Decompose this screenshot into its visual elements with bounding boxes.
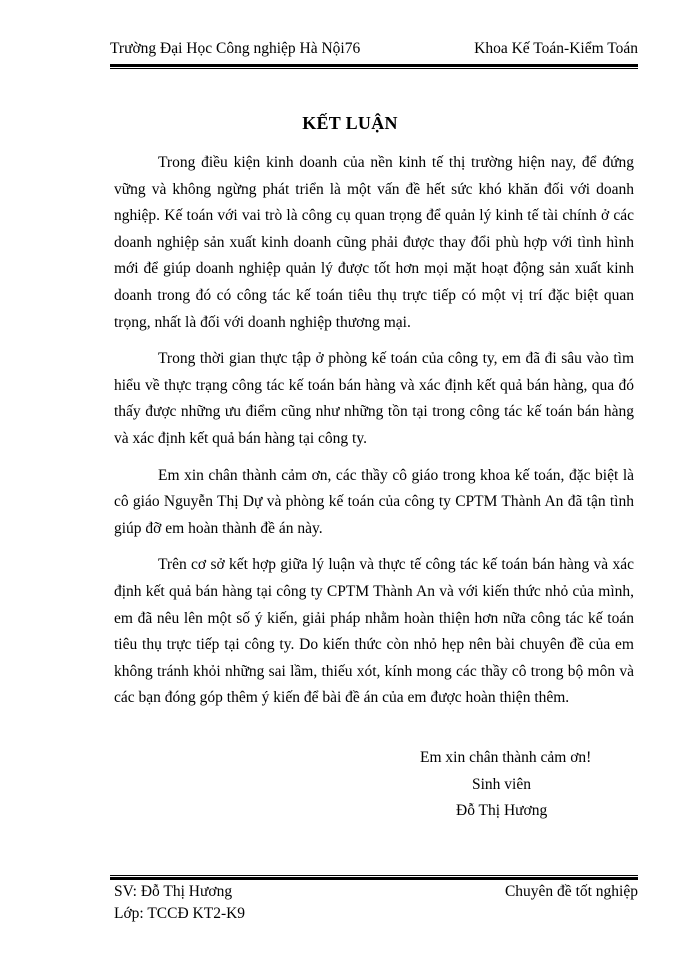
paragraph: Trong thời gian thực tập ở phòng kế toán của công ty, em đã đi sâu vào tìm hiểu về thực trạng công tác kế toán bán hàng và xác định kết quả bán hàng, qua đó thấy được những ưu điểm cũng như những tồn tại trong công tác kế toán bán hàng và xác định kết quả bán hàng tại công ty. <box>114 350 634 447</box>
signature-thanks: Em xin chân thành cảm ơn! <box>420 749 592 766</box>
signature-role: Sinh viên <box>472 775 531 793</box>
footer-divider <box>110 875 638 880</box>
footer-class: Lớp: TCCĐ KT2-K9 <box>114 905 246 922</box>
page-header <box>110 38 638 60</box>
header-divider <box>110 64 638 69</box>
paragraph: Trong điều kiện kinh doanh của nền kinh tế thị trường hiện nay, để đứng vững và không ngừng phát triển là một vấn đề hết sức khó khăn đối với doanh nghiệp. Kế toán với vai trò là công cụ quan trọng để quản lý kinh tế tài chính ở các doanh nghiệp sản xuất kinh doanh cũng phải được thay đổi phù hợp với tình hình mới để giúp doanh nghiệp quản lý được tốt hơn mọi mặt hoạt động sản xuất kinh doanh trong đó có công tác kế toán tiêu thụ trực tiếp có một vị trí đặc biệt quan trọng, nhất là đối với doanh nghiệp thương mại. <box>114 154 634 331</box>
signature-name: Đỗ Thị Hương <box>456 802 548 819</box>
page-title: KẾT LUẬN <box>302 113 398 133</box>
header-school-name: Trường Đại Học Công nghiệp Hà Nội76 <box>110 40 361 57</box>
paragraph: Em xin chân thành cảm ơn, các thầy cô giáo trong khoa kế toán, đặc biệt là cô giáo Nguyễn Thị Dự và phòng kế toán của công ty CPTM Thành An đã tận tình giúp đỡ em hoàn thành đề án này. <box>114 466 634 537</box>
header-faculty-name: Khoa Kế Toán-Kiểm Toán <box>474 40 638 57</box>
paragraph: Trên cơ sở kết hợp giữa lý luận và thực tế công tác kế toán bán hàng và xác định kết quả bán hàng tại công ty CPTM Thành An và với kiến thức nhỏ của mình, em đã nêu lên một số ý kiến, giải pháp nhằm hoàn thiện hơn nữa công tác kế toán tiêu thụ trực tiếp tại công ty. Do kiến thức còn nhỏ hẹp nên bài chuyên đề của em không tránh khỏi những sai lầm, thiếu xót, kính mong các thầy cô trong bộ môn và các bạn đóng góp thêm ý kiến để bài đề án của em được hoàn thiện thêm. <box>114 556 634 707</box>
signature-block <box>420 745 591 825</box>
body-text <box>114 150 634 722</box>
footer-document-type: Chuyên đề tốt nghiệp <box>504 883 638 900</box>
footer-student-name: SV: Đỗ Thị Hương <box>114 883 233 900</box>
